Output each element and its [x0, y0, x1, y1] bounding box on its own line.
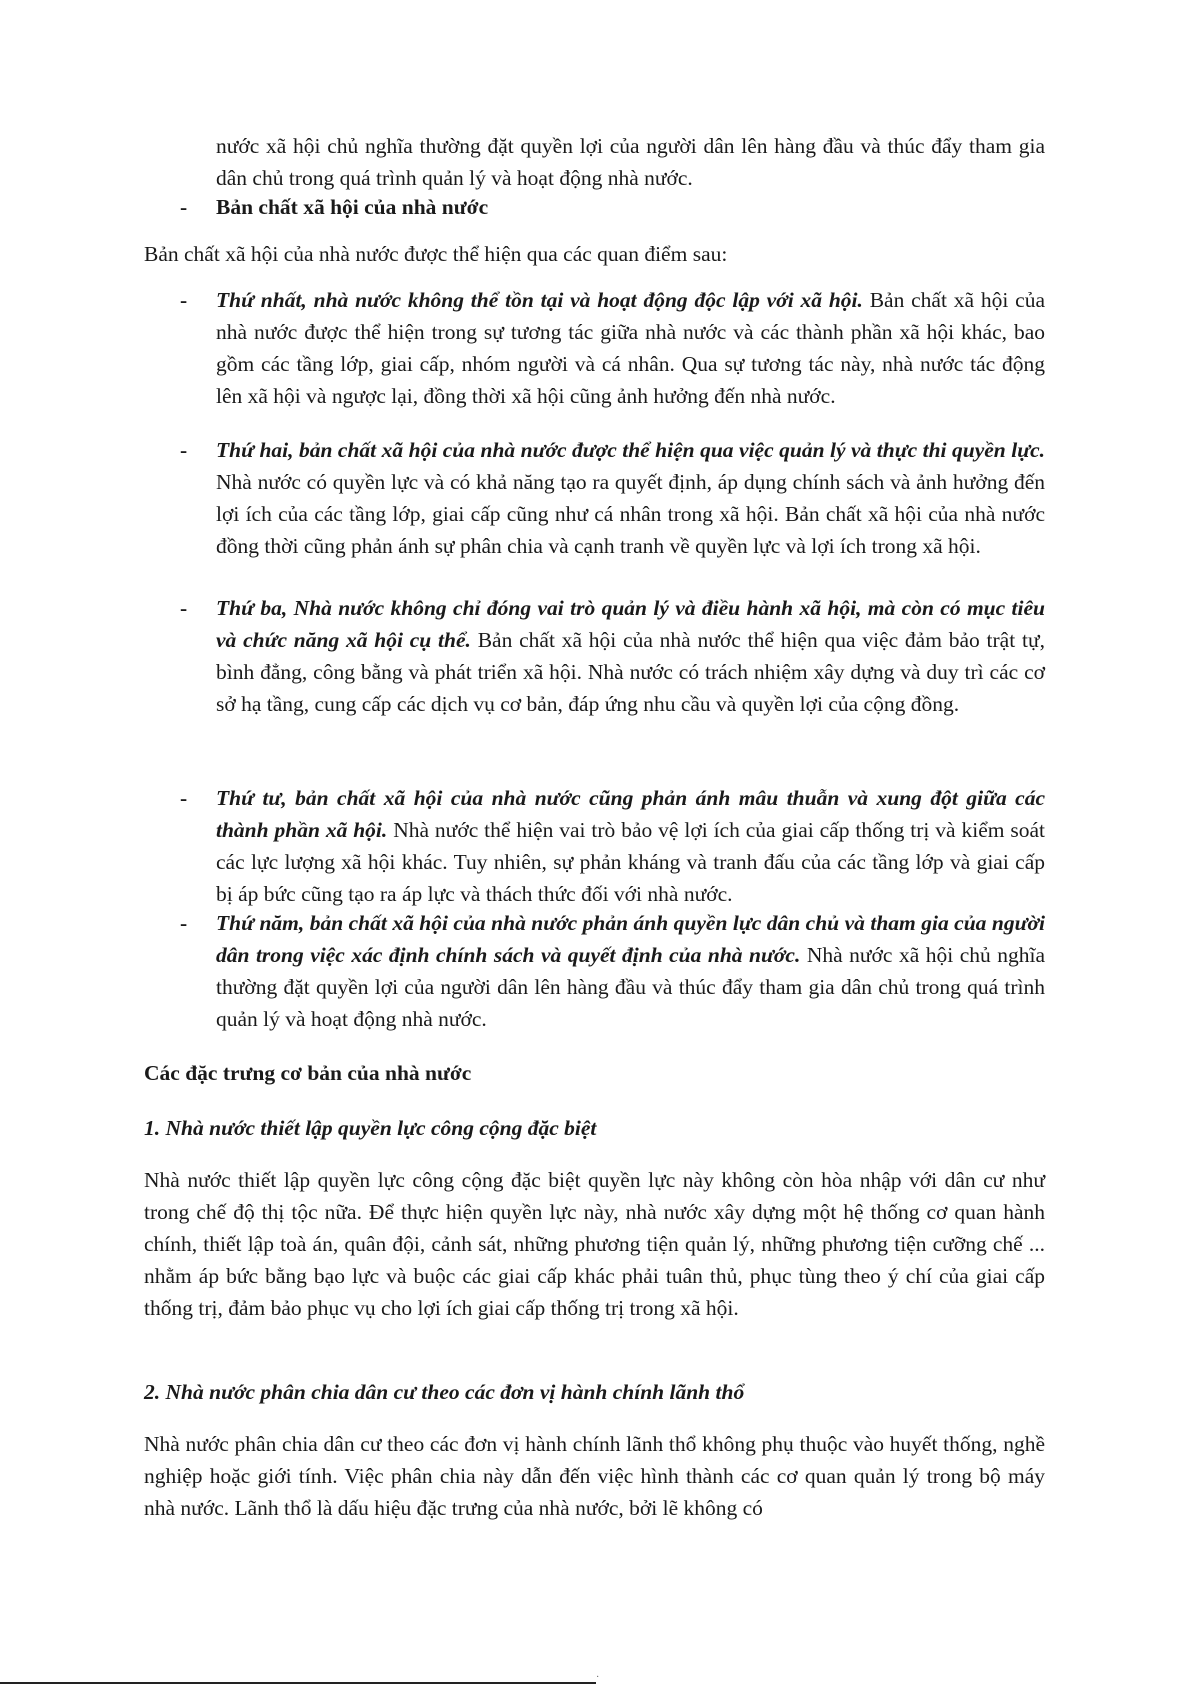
footnote-divider — [0, 1682, 596, 1684]
feature-1-paragraph: Nhà nước thiết lập quyền lực công cộng đặc biệt quyền lực này không còn hòa nhập với dân cư như trong chế độ thị tộc nữa. Để thực hiện quyền lực này, nhà nước xây dựng một hệ thống cơ quan hành chính, thiết lập toà án, quân đội, cảnh sát, những phương tiện quản lý, những phương tiện cưỡng chế ... nhằm áp bức bằng bạo lực và buộc các giai cấp khác phải tuân thủ, phục tùng theo ý chí của giai cấp thống trị, đảm bảo phục vụ cho lợi ích giai cấp thống trị trong xã hội. — [144, 1168, 1045, 1320]
feature-2-paragraph: Nhà nước phân chia dân cư theo các đơn vị hành chính lãnh thổ không phụ thuộc vào huyết thống, nghề nghiệp hoặc giới tính. Việc phân chia này dẫn đến việc hình thành các cơ quan quản lý trong bộ máy nhà nước. Lãnh thổ là dấu hiệu đặc trưng của nhà nước, bởi lẽ không có — [144, 1432, 1045, 1520]
feature-1-heading: 1. Nhà nước thiết lập quyền lực công cộng đặc biệt — [144, 1116, 597, 1140]
point-3-text: Bản chất xã hội của nhà nước thể hiện qua việc đảm bảo trật tự, bình đẳng, công bằng và phát triển xã hội. Nhà nước có trách nhiệm xây dựng và duy trì các cơ sở hạ tầng, cung cấp các dịch vụ cơ bản, đáp ứng nhu cầu và quyền lợi của cộng đồng. — [216, 628, 1045, 716]
point-5-text: Nhà nước xã hội chủ nghĩa thường đặt quyền lợi của người dân lên hàng đầu và thúc đẩy tham gia dân chủ trong quá trình quản lý và hoạt động nhà nước. — [216, 943, 1045, 1031]
bullet-marker: - — [180, 596, 188, 620]
bullet-marker: - — [180, 288, 188, 312]
point-1-text: Bản chất xã hội của nhà nước được thể hiện trong sự tương tác giữa nhà nước và các thành phần xã hội khác, bao gồm các tầng lớp, giai cấp, nhóm người và cá nhân. Qua sự tương tác này, nhà nước tác động lên xã hội và ngược lại, đồng thời xã hội cũng ảnh hưởng đến nhà nước. — [216, 288, 1045, 408]
point-1 — [216, 284, 1045, 412]
footnote-mark-icon: · — [596, 1672, 600, 1683]
point-4-text: Nhà nước thể hiện vai trò bảo vệ lợi ích của giai cấp thống trị và kiểm soát các lực lượng xã hội khác. Tuy nhiên, sự phản kháng và tranh đấu của các tầng lớp và giai cấp bị áp bức cũng tạo ra áp lực và thách thức đối với nhà nước. — [216, 818, 1045, 906]
section-title: Bản chất xã hội của nhà nước — [216, 195, 489, 219]
point-2-text: Nhà nước có quyền lực và có khả năng tạo ra quyết định, áp dụng chính sách và ảnh hưởng đến lợi ích của các tầng lớp, giai cấp cũng như cá nhân trong xã hội. Bản chất xã hội của nhà nước đồng thời cũng phản ánh sự phân chia và cạnh tranh về quyền lực và lợi ích trong xã hội. — [216, 470, 1045, 558]
point-5 — [216, 907, 1045, 1035]
bullet-marker: - — [180, 786, 188, 810]
features-heading: Các đặc trưng cơ bản của nhà nước — [144, 1061, 472, 1085]
intro-paragraph: Bản chất xã hội của nhà nước được thể hiện qua các quan điểm sau: — [144, 242, 728, 266]
top-continuation-paragraph: nước xã hội chủ nghĩa thường đặt quyền lợi của người dân lên hàng đầu và thúc đẩy tham gia dân chủ trong quá trình quản lý và hoạt động nhà nước. — [216, 134, 1045, 190]
point-3-lead: Thứ ba, Nhà nước không chỉ đóng vai trò quản lý và điều hành xã hội, mà còn có mục tiêu và chức năng xã hội cụ thể. — [216, 596, 1045, 652]
point-3 — [216, 592, 1045, 720]
point-4-lead: Thứ tư, bản chất xã hội của nhà nước cũng phản ánh mâu thuẫn và xung đột giữa các thành phần xã hội. — [216, 786, 1045, 842]
bullet-marker: - — [180, 911, 188, 935]
point-1-lead: Thứ nhất, nhà nước không thể tồn tại và hoạt động độc lập với xã hội. — [216, 288, 863, 312]
feature-2-heading: 2. Nhà nước phân chia dân cư theo các đơn vị hành chính lãnh thổ — [144, 1380, 745, 1404]
point-4 — [216, 782, 1045, 910]
point-2-lead: Thứ hai, bản chất xã hội của nhà nước được thể hiện qua việc quản lý và thực thi quyền lực. — [216, 438, 1045, 462]
point-2 — [216, 434, 1045, 562]
bullet-marker: - — [180, 195, 188, 219]
point-5-lead: Thứ năm, bản chất xã hội của nhà nước phản ánh quyền lực dân chủ và tham gia của người dân trong việc xác định chính sách và quyết định của nhà nước. — [216, 911, 1045, 967]
bullet-marker: - — [180, 438, 188, 462]
